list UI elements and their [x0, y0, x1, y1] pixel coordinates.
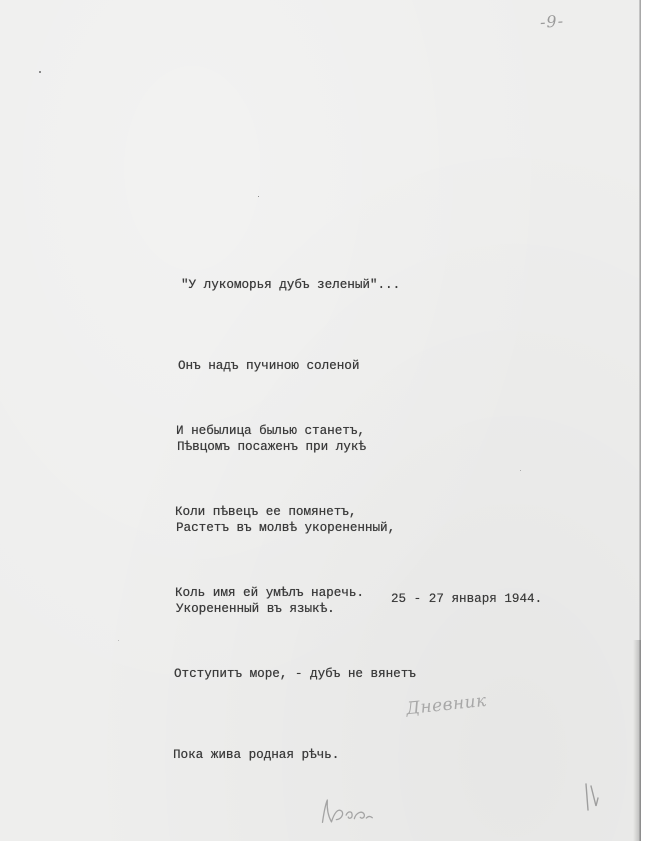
pencil-scribble-icon: [317, 791, 379, 828]
page-curl-shadow: [633, 640, 641, 841]
paper-speck: [520, 470, 521, 471]
pencil-mark-icon: [583, 780, 603, 814]
paper-speck: [118, 640, 119, 641]
poem-line: Онъ надъ пучиною соленой: [178, 359, 360, 373]
handwritten-note: Дневник: [405, 690, 488, 720]
poem-line: Растетъ въ молвѣ укорененный,: [176, 521, 396, 535]
poem-line: "У лукоморья дубъ зеленый"...: [181, 278, 401, 292]
poem-stanza-2: [174, 364, 416, 823]
poem-line: Укорененный въ языкѣ.: [176, 602, 335, 616]
handwritten-scribble: [317, 791, 379, 833]
paper-speck: [258, 196, 259, 197]
poem-line: Отступитъ море, - дубъ не вянетъ: [174, 667, 416, 681]
page-number: -9-: [539, 11, 565, 32]
paper-speck: [39, 71, 41, 73]
poem-line: Коли пѣвецъ ее помянетъ,: [175, 505, 357, 519]
poem-line: Пока жива родная рѣчь.: [173, 748, 340, 762]
poem-line: Пѣвцомъ посаженъ при лукѣ: [177, 440, 366, 454]
poem-line: И небылица былью станетъ,: [176, 424, 365, 438]
poem-date: 25 - 27 января 1944.: [391, 592, 543, 606]
poem-line: Коль имя ей умѣлъ наречь.: [175, 586, 364, 600]
